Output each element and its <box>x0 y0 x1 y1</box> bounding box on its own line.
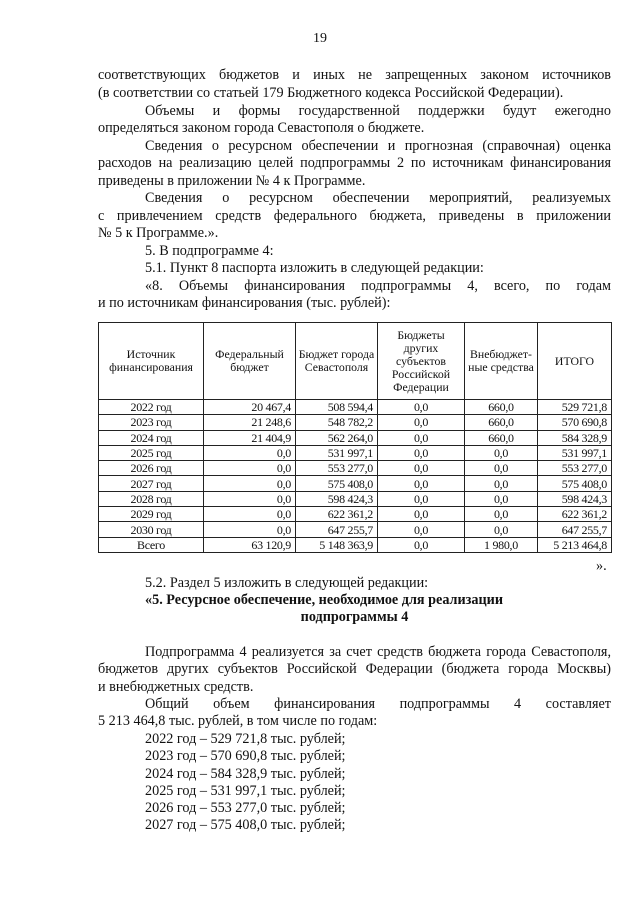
table-total-row <box>99 537 612 552</box>
table-cell: Всего <box>99 537 204 552</box>
table-cell: 622 361,2 <box>296 507 378 522</box>
table-cell: 0,0 <box>204 445 296 460</box>
text-line: 5.1. Пункт 8 паспорта изложить в следующей редакции: <box>145 260 484 276</box>
text-line: «8. Объемы финансирования подпрограммы 4, всего, по годам <box>145 278 611 294</box>
table-row <box>99 491 612 506</box>
table-row <box>99 522 612 537</box>
text-line: расходов на реализацию целей подпрограммы 2 по источникам финансирования <box>98 155 611 171</box>
table-cell: 0,0 <box>465 507 538 522</box>
text-line: Сведения о ресурсном обеспечении мероприятий, реализуемых <box>145 190 611 206</box>
table-cell: 0,0 <box>465 445 538 460</box>
table-row <box>99 461 612 476</box>
section-heading: подпрограммы 4 <box>300 609 409 625</box>
table-cell: 2028 год <box>99 491 204 506</box>
table-cell: 0,0 <box>378 507 465 522</box>
table-cell: 531 997,1 <box>296 445 378 460</box>
table-cell: 0,0 <box>378 476 465 491</box>
table-cell: 531 997,1 <box>538 445 612 460</box>
table-cell: 63 120,9 <box>204 537 296 552</box>
table-cell: 0,0 <box>378 461 465 476</box>
text-line: и внебюджетных средств. <box>98 679 254 695</box>
table-cell: 0,0 <box>378 537 465 552</box>
table-cell: 2030 год <box>99 522 204 537</box>
financing-table <box>98 322 612 553</box>
text-line: Объемы и формы государственной поддержки будут ежегодно <box>145 103 611 119</box>
page-number: 19 <box>313 31 327 46</box>
table-cell: 647 255,7 <box>296 522 378 537</box>
table-cell: 2026 год <box>99 461 204 476</box>
table-cell: 622 361,2 <box>538 507 612 522</box>
table-cell: 0,0 <box>378 430 465 445</box>
table-cell: 0,0 <box>378 491 465 506</box>
table-cell: 508 594,4 <box>296 400 378 415</box>
table-cell: 2029 год <box>99 507 204 522</box>
table-cell: 584 328,9 <box>538 430 612 445</box>
table-cell: 598 424,3 <box>296 491 378 506</box>
text-line: приведены в приложении № 4 к Программе. <box>98 173 366 189</box>
text-line: 5.2. Раздел 5 изложить в следующей редакции: <box>145 575 429 591</box>
column-header: Источник финансирования <box>99 323 204 400</box>
table-cell: 0,0 <box>378 522 465 537</box>
text-line: Общий объем финансирования подпрограммы 4 составляет <box>145 696 611 712</box>
column-header: ИТОГО <box>538 323 612 400</box>
table-cell: 21 404,9 <box>204 430 296 445</box>
text-line: 5 213 464,8 тыс. рублей, в том числе по годам: <box>98 713 378 729</box>
table-cell: 1 980,0 <box>465 537 538 552</box>
list-item: 2026 год – 553 277,0 тыс. рублей; <box>145 800 346 816</box>
section-heading: «5. Ресурсное обеспечение, необходимое для реализации <box>145 592 503 608</box>
table-cell: 647 255,7 <box>538 522 612 537</box>
column-header: Федеральный бюджет <box>204 323 296 400</box>
table-cell: 660,0 <box>465 430 538 445</box>
table-cell: 575 408,0 <box>538 476 612 491</box>
table-cell: 570 690,8 <box>538 415 612 430</box>
table-cell: 553 277,0 <box>296 461 378 476</box>
table-row <box>99 415 612 430</box>
text-line: 5. В подпрограмме 4: <box>145 243 274 259</box>
table-cell: 2024 год <box>99 430 204 445</box>
table-row <box>99 400 612 415</box>
table-cell: 553 277,0 <box>538 461 612 476</box>
text-line: с привлечением средств федерального бюджета, приведены в приложении <box>98 208 611 224</box>
table-cell: 0,0 <box>204 522 296 537</box>
table-cell: 0,0 <box>465 476 538 491</box>
table-cell: 0,0 <box>204 476 296 491</box>
list-item: 2027 год – 575 408,0 тыс. рублей; <box>145 817 346 833</box>
table-cell: 20 467,4 <box>204 400 296 415</box>
table-cell: 0,0 <box>378 415 465 430</box>
list-item: 2022 год – 529 721,8 тыс. рублей; <box>145 731 346 747</box>
column-header: Бюджет города Севастополя <box>296 323 378 400</box>
table-row <box>99 507 612 522</box>
list-item: 2023 год – 570 690,8 тыс. рублей; <box>145 748 346 764</box>
table-cell: 598 424,3 <box>538 491 612 506</box>
text-line: (в соответствии со статьей 179 Бюджетного кодекса Российской Федерации). <box>98 85 564 101</box>
table-cell: 2022 год <box>99 400 204 415</box>
table-cell: 5 148 363,9 <box>296 537 378 552</box>
table-cell: 0,0 <box>204 491 296 506</box>
table-cell: 0,0 <box>465 461 538 476</box>
table-cell: 548 782,2 <box>296 415 378 430</box>
table-row <box>99 476 612 491</box>
table-header-row <box>99 323 612 400</box>
table-cell: 0,0 <box>378 400 465 415</box>
table-cell: 0,0 <box>465 491 538 506</box>
table-cell: 2027 год <box>99 476 204 491</box>
table-cell: 5 213 464,8 <box>538 537 612 552</box>
table-cell: 660,0 <box>465 400 538 415</box>
text-line: определяться законом города Севастополя о бюджете. <box>98 120 425 136</box>
table-cell: 0,0 <box>378 445 465 460</box>
list-item: 2024 год – 584 328,9 тыс. рублей; <box>145 766 346 782</box>
column-header: Бюджеты других субъектов Российской Федерации <box>378 323 465 400</box>
table-cell: 660,0 <box>465 415 538 430</box>
table-cell: 0,0 <box>204 461 296 476</box>
table-cell: 2023 год <box>99 415 204 430</box>
list-item: 2025 год – 531 997,1 тыс. рублей; <box>145 783 346 799</box>
text-line: № 5 к Программе.». <box>98 225 219 241</box>
column-header: Внебюджет-ные средства <box>465 323 538 400</box>
table-row <box>99 430 612 445</box>
table-cell: 2025 год <box>99 445 204 460</box>
text-line: Подпрограмма 4 реализуется за счет средств бюджета города Севастополя, <box>145 644 611 660</box>
table-row <box>99 445 612 460</box>
text-line: соответствующих бюджетов и иных не запрещенных законом источников <box>98 67 611 83</box>
text-line: Сведения о ресурсном обеспечении и прогнозная (справочная) оценка <box>145 138 611 154</box>
table-cell: 21 248,6 <box>204 415 296 430</box>
table-cell: 0,0 <box>465 522 538 537</box>
text-line: и по источникам финансирования (тыс. рублей): <box>98 295 391 311</box>
table-closing-quote: ». <box>596 558 607 574</box>
table-cell: 562 264,0 <box>296 430 378 445</box>
table-cell: 529 721,8 <box>538 400 612 415</box>
text-line: бюджетов других субъектов Российской Федерации (бюджета города Москвы) <box>98 661 611 677</box>
table-cell: 0,0 <box>204 507 296 522</box>
table-cell: 575 408,0 <box>296 476 378 491</box>
